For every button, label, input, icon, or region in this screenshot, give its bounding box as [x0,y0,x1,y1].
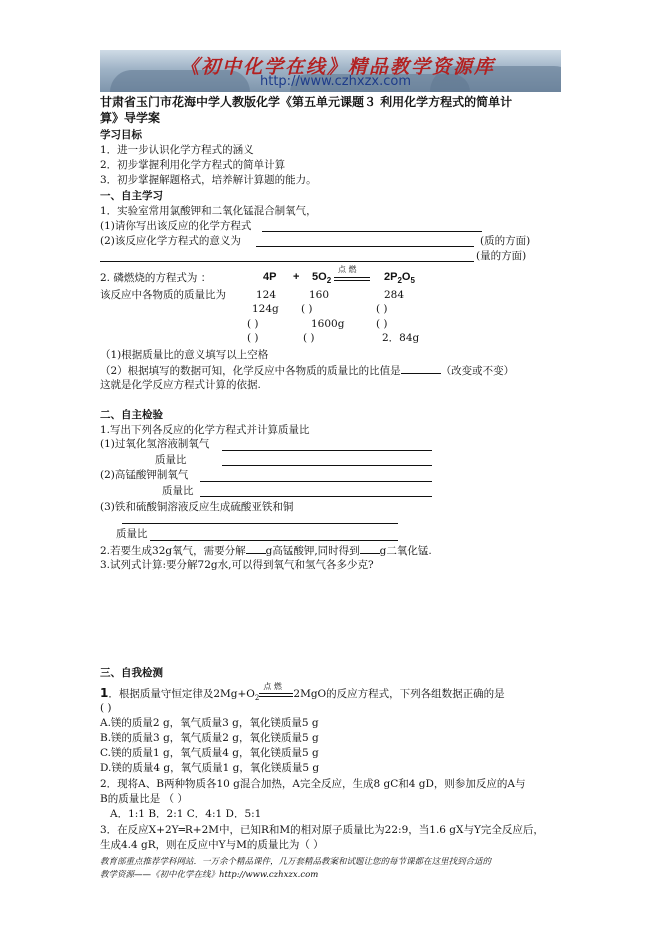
s3-question3-cont: 生成4.4 gR，则在反应中Y与M的质量比为（ ） [100,839,324,851]
page-title-line2: 算》导学案 [100,111,161,125]
section2-heading: 二、自主检验 [100,409,163,421]
footer-line2[interactable]: 教学资源——《初中化学在线》http://www.czhxzx.com [100,870,319,880]
eq-product-p2o5: $2P_2O_5$ [384,271,415,286]
s2-question1: 1.写出下列各反应的化学方程式并计算质量比 [100,424,310,436]
s1-note3: 这就是化学反应方程式计算的依据. [100,379,261,391]
table-cell: 2．84g [382,332,420,344]
s1-question1: 1．实验室常用氯酸钾和二氧化锰混合制氧气， [100,205,317,217]
option-b[interactable]: B.镁的质量3 g，氧气质量2 g，氧化镁质量5 g [100,732,319,744]
goals-heading: 学习目标 [100,129,142,141]
answer-paren[interactable]: ( ) [100,702,112,714]
section3-heading: 三、自我检测 [100,667,163,679]
header-banner [100,50,561,92]
eq-reactant-o2: $5O_2$ [312,271,332,286]
s3-question2: 2．现将A、B两种物质各10 g混合加热，A完全反应，生成8 gC和4 gD，则参加反应的A与 [100,778,526,790]
s3-question3: 3．在反应X+2Y═R+2M中，已知R和M的相对原子质量比为22:9，当1.6 gX与Y完全反应后， [100,824,544,836]
s1-question1-part1: (1)请你写出该反应的化学方程式 [100,220,252,232]
table-cell[interactable]: ( ) [376,303,388,315]
answer-blank[interactable] [222,465,432,466]
footer-line1: 教育部重点推荐学科网站．一万余个精品课件，几万套精品教案和试题让您的每节课都在这里找到合适的 [100,857,492,867]
s3-question2-options[interactable]: A．1:1 B．2:1 C．4:1 D．5:1 [110,808,262,820]
answer-blank[interactable] [200,496,432,497]
answer-blank[interactable] [360,543,380,554]
eq-reactant-4p: 4P [263,271,277,283]
answer-blank[interactable] [256,246,474,247]
table-cell[interactable]: ( ) [376,318,388,330]
s2-item1: (1)过氧化氢溶液制氧气 [100,438,210,450]
table-cell: 284 [384,289,405,301]
option-a[interactable]: A.镁的质量2 g，氧气质量3 g，氧化镁质量5 g [100,717,319,729]
s1-note1: （1)根据质量比的意义填写以上空格 [100,349,269,361]
banner-url[interactable]: http://www.czhxzx.com [260,74,411,89]
answer-blank[interactable] [100,261,474,262]
answer-blank[interactable] [222,450,432,451]
eq-arrow-line [334,280,370,281]
table-cell: 124 [256,289,277,301]
table-cell: 160 [309,289,330,301]
goal-item: 1．进一步认识化学方程式的涵义 [100,144,254,156]
answer-blank[interactable] [200,481,432,482]
option-c[interactable]: C.镁的质量1 g，氧气质量4 g，氧化镁质量5 g [100,747,319,759]
s3-question2-cont: B的质量比是 （ ） [100,793,188,805]
s1-note2: （2）根据填写的数据可知，化学反应中各物质的质量比的比值是 （改变或不变） [100,365,515,377]
note-quality: (质的方面) [480,235,531,247]
note-quantity: (量的方面) [476,250,527,262]
s2-item2: (2)高锰酸钾制氧气 [100,469,189,481]
goal-item: 2．初步掌握利用化学方程式的简单计算 [100,159,286,171]
answer-blank[interactable] [122,523,398,524]
answer-blank[interactable] [246,543,266,554]
mass-ratio-label: 质量比 [155,454,187,466]
mass-ratio-label: 质量比 [162,485,194,497]
option-d[interactable]: D.镁的质量4 g，氧气质量1 g，氧化镁质量5 g [100,762,320,774]
goal-item: 3．初步掌握解题格式，培养解计算题的能力。 [100,174,317,186]
s3-question1: 1．根据质量守恒定律及$2Mg+O_2$ 点 燃 2MgO的反应方程式，下列各组数据正确的是 [100,682,505,703]
s1-question1-part2: (2)该反应化学方程式的意义为 [100,235,241,247]
eq-plus: + [293,271,300,283]
eq-condition: 点 燃 [338,265,357,274]
table-cell[interactable]: ( ) [303,332,315,344]
answer-blank[interactable] [262,231,482,232]
table-cell[interactable]: ( ) [247,318,259,330]
eq-arrow-line [334,277,370,278]
table-cell[interactable]: ( ) [301,303,313,315]
s2-question2: 2.若要生成32g氧气，需要分解 g高锰酸钾,同时得到 g二氧化锰. [100,545,432,557]
answer-blank[interactable] [401,363,441,374]
s1-question2-label: 2. 磷燃烧的方程式为 ： [100,272,212,284]
s1-ratio-label: 该反应中各物质的质量比为 [100,289,226,301]
page-title-line1: 甘肃省玉门市花海中学人教版化学《第五单元课题３ 利用化学方程式的简单计 [100,95,513,109]
section1-heading: 一、自主学习 [100,190,163,202]
table-cell[interactable]: ( ) [247,332,259,344]
banner-title: 《初中化学在线》精品教学资源库 [180,56,496,78]
s2-item3: (3)铁和硫酸铜溶液反应生成硫酸亚铁和铜 [100,501,294,513]
table-cell: 1600g [311,318,345,330]
mass-ratio-label: 质量比 [116,528,148,540]
table-cell: 124g [252,303,279,315]
answer-blank[interactable] [150,540,398,541]
s2-question3: 3.试列式计算:要分解72g水,可以得到氧气和氢气各多少克? [100,559,374,571]
eq-arrow: 点 燃 [259,688,293,700]
